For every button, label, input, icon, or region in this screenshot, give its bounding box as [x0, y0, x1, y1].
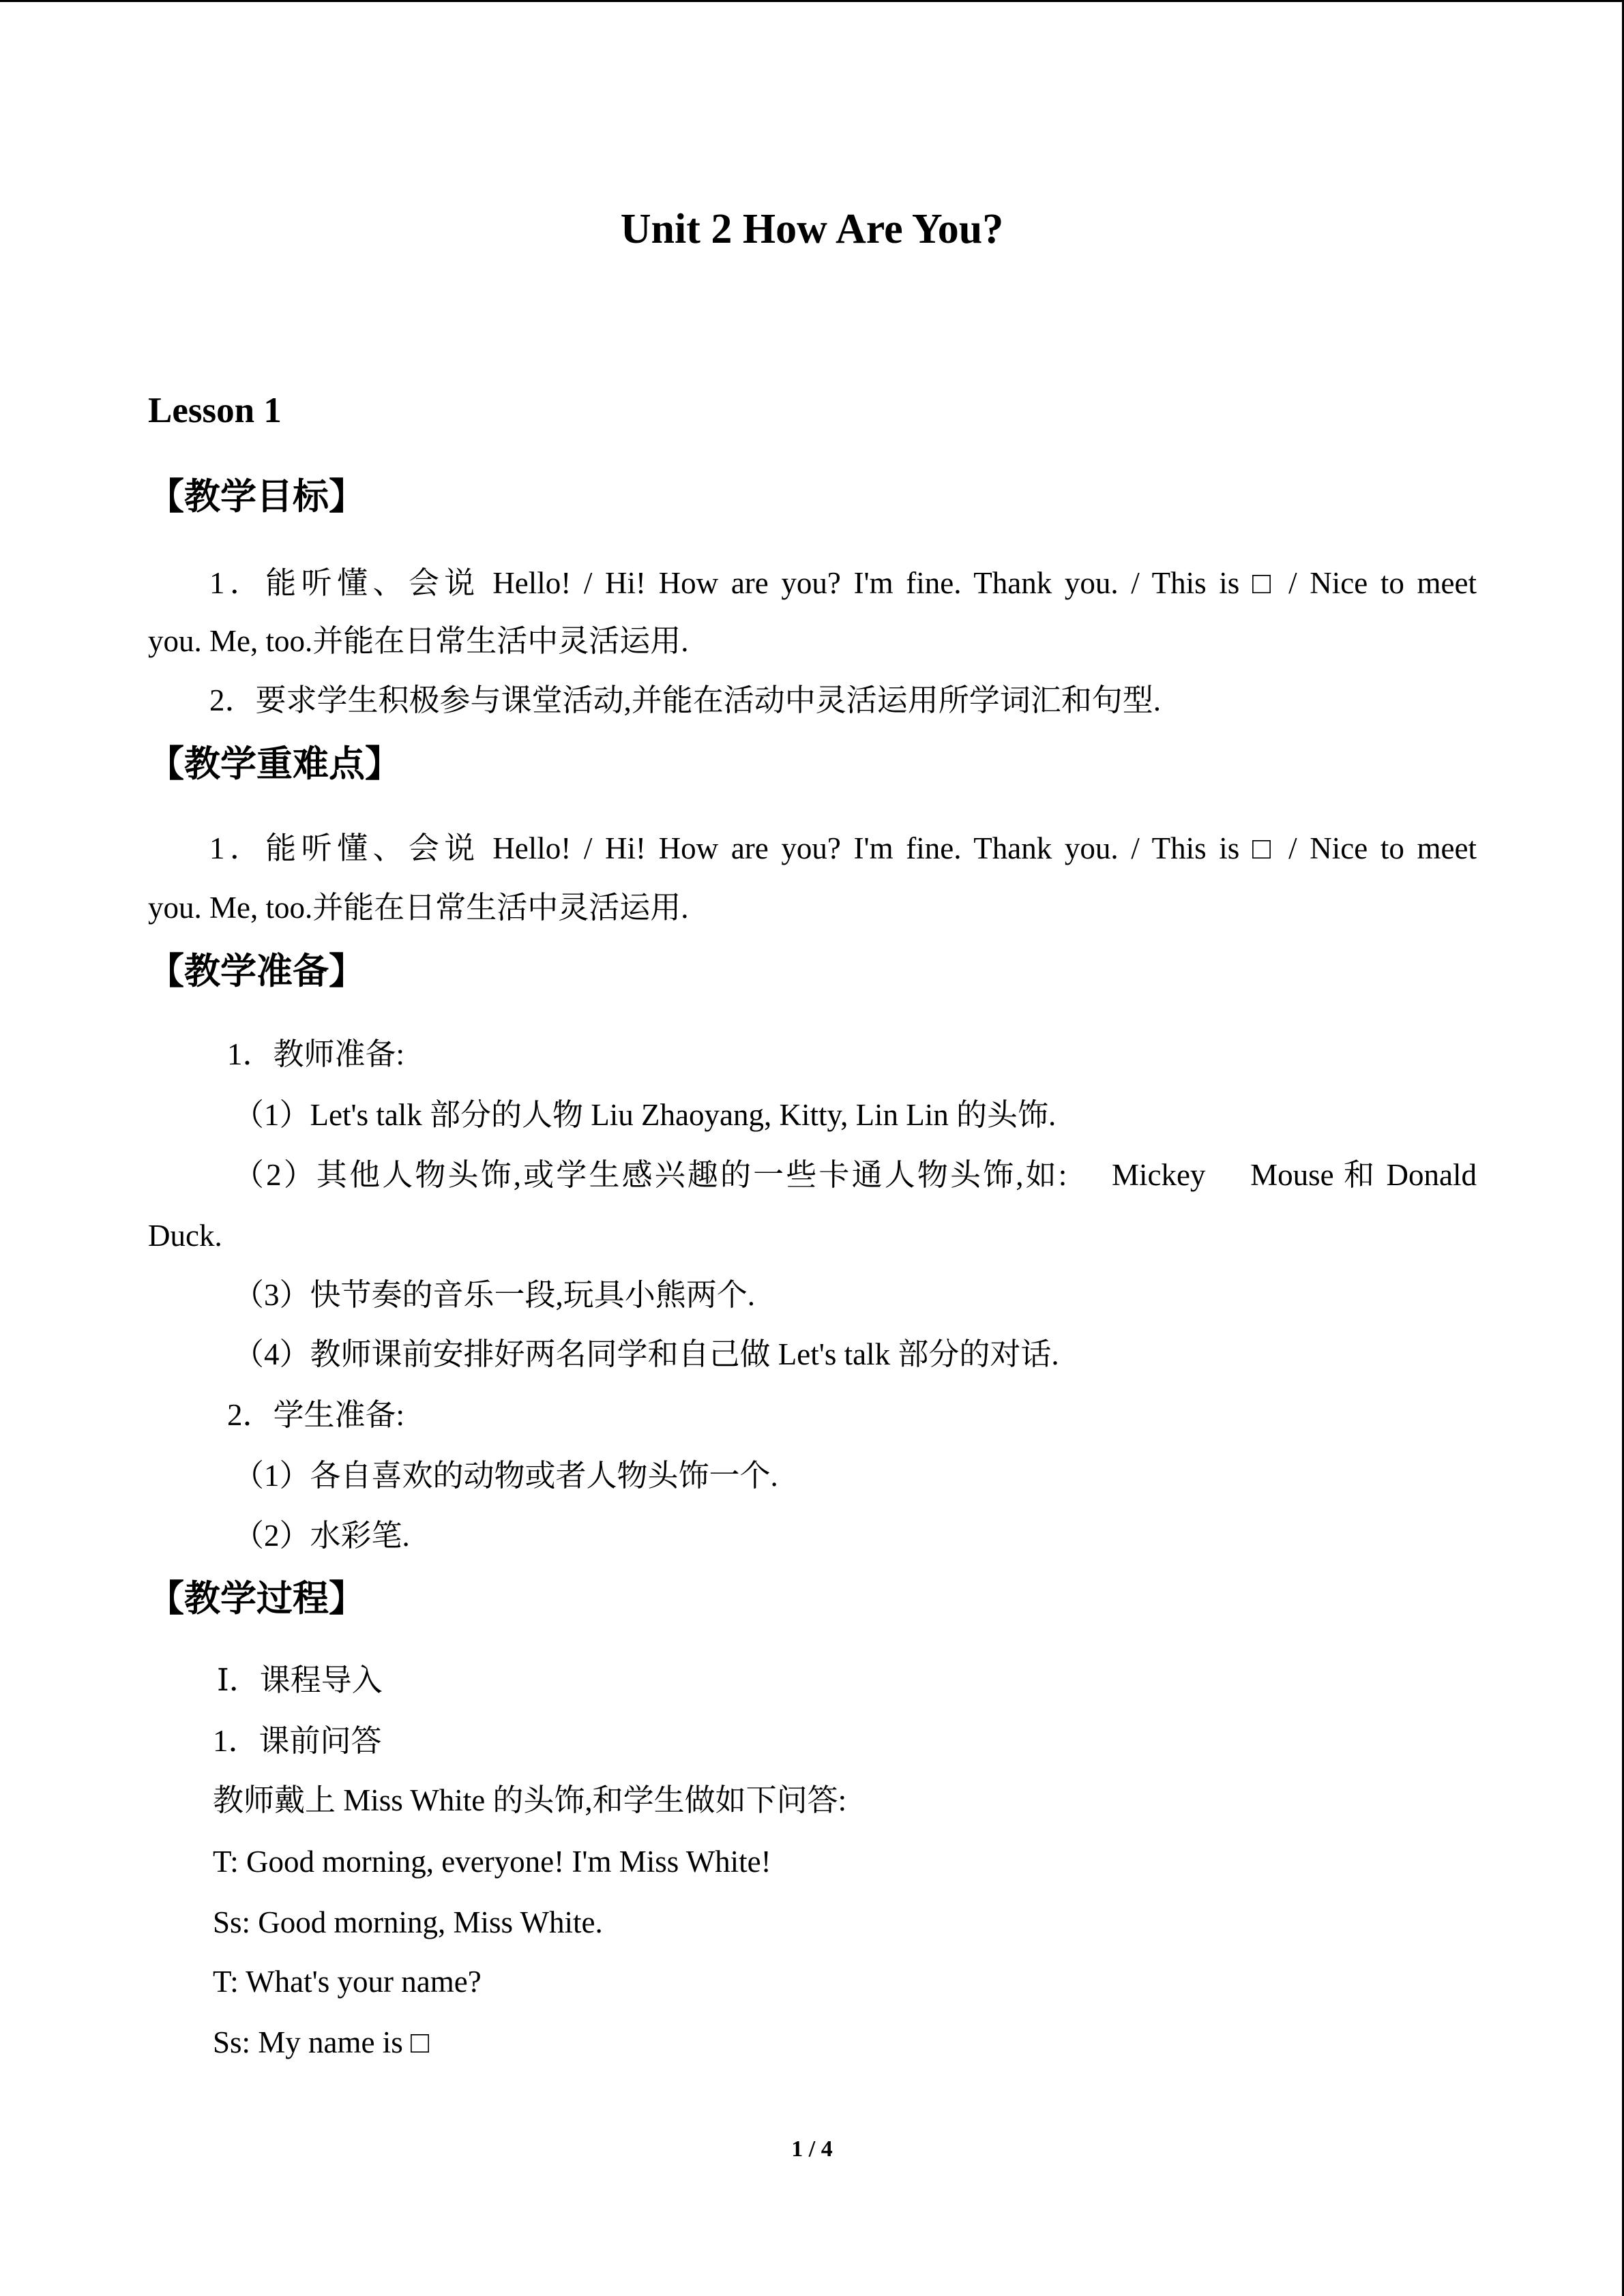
process-step1: 1．课前问答	[213, 1724, 382, 1758]
key-points-item1-line1: 1．能听懂、会说 Hello! / Hi! How are you? I'm fine. Thank you. / This is □ / Nice to meet	[209, 831, 1477, 865]
teacher-prep-item1: （1）Let's talk 部分的人物 Liu Zhaoyang, Kitty, Lin Lin 的头饰.	[233, 1098, 1057, 1132]
teacher-prep-item3: （3）快节奏的音乐一段,玩具小熊两个.	[233, 1278, 756, 1312]
student-prep-item2: （2）水彩笔.	[233, 1519, 410, 1553]
dialog-line: Ss: Good morning, Miss White.	[213, 1905, 603, 1939]
objectives-item1-line2: you. Me, too.并能在日常生活中灵活运用.	[148, 624, 689, 658]
top-border	[0, 0, 1624, 2]
teacher-prep-item2-line1: （2）其他人物头饰,或学生感兴趣的一些卡通人物头饰,如: Mickey Mouse 和 Donald	[233, 1158, 1477, 1192]
key-points-heading: 【教学重难点】	[148, 743, 401, 785]
dialog-line: T: Good morning, everyone! I'm Miss White!	[213, 1845, 771, 1879]
lesson-heading: Lesson 1	[148, 391, 282, 430]
document-title: Unit 2 How Are You?	[620, 206, 1004, 252]
preparation-heading: 【教学准备】	[148, 951, 365, 992]
teacher-prep-item4: （4）教师课前安排好两名同学和自己做 Let's talk 部分的对话.	[233, 1337, 1059, 1371]
dialog-line: Ss: My name is □	[213, 2025, 430, 2059]
page-number: 1 / 4	[791, 2136, 833, 2162]
objectives-item2: 2．要求学生积极参与课堂活动,并能在活动中灵活运用所学词汇和句型.	[209, 683, 1162, 717]
objectives-item1-line1: 1．能听懂、会说 Hello! / Hi! How are you? I'm fine. Thank you. / This is □ / Nice to meet	[209, 566, 1477, 600]
process-heading: 【教学过程】	[148, 1578, 365, 1620]
process-part1: Ⅰ．课程导入	[217, 1663, 383, 1697]
key-points-item1-line2: you. Me, too.并能在日常生活中灵活运用.	[148, 891, 689, 925]
teacher-prep-item2-line2: Duck.	[148, 1219, 222, 1253]
student-prep-item1: （1）各自喜欢的动物或者人物头饰一个.	[233, 1459, 778, 1493]
process-intro: 教师戴上 Miss White 的头饰,和学生做如下问答:	[213, 1783, 847, 1817]
teacher-prep-label: 1．教师准备:	[227, 1037, 405, 1071]
student-prep-label: 2．学生准备:	[227, 1398, 405, 1432]
objectives-heading: 【教学目标】	[148, 476, 365, 518]
dialog-line: T: What's your name?	[213, 1965, 482, 1999]
